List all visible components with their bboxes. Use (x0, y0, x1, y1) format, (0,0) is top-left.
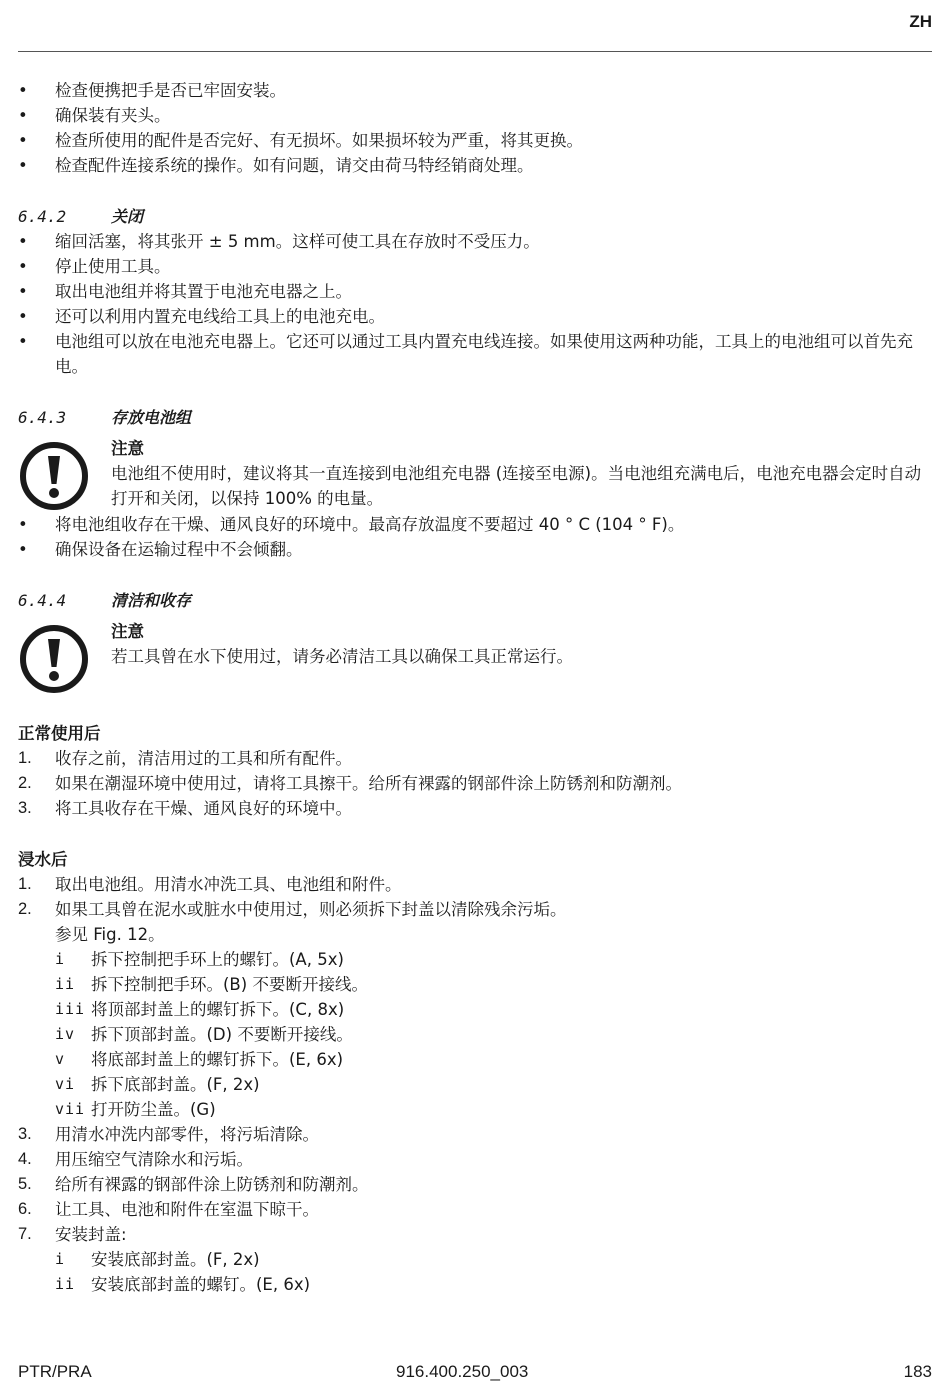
header-divider (18, 51, 932, 52)
list-item: • 电池组可以放在电池充电器上。它还可以通过工具内置充电线连接。如果使用这两种功能，工具上的电池组可以首先充电。 (18, 329, 930, 379)
notice-text: 电池组不使用时，建议将其一直连接到电池组充电器 (连接至电源)。当电池组充满电后，电池充电器会定时自动打开和关闭，以保持 100% 的电量。 (111, 464, 922, 508)
list-item: • 检查配件连接系统的操作。如有问题，请交由荷马特经销商处理。 (18, 153, 930, 178)
subheading-normal-use: 正常使用后 (18, 724, 101, 743)
section-number: 6.4.4 (18, 591, 67, 610)
sub-step: v 将底部封盖上的螺钉拆下。(E, 6x) (55, 1050, 344, 1069)
footer-doc-number: 916.400.250_003 (396, 1362, 529, 1381)
section-heading-6-4-3 (18, 405, 930, 430)
storage-bullet-list (18, 512, 930, 562)
language-code: ZH (909, 12, 932, 31)
figure-reference: 参见 Fig. 12。 (55, 925, 165, 944)
footer-product: PTR/PRA (18, 1362, 92, 1381)
section-title: 存放电池组 (111, 408, 192, 427)
normal-use-list (18, 746, 930, 821)
sub-step: i 拆下控制把手环上的螺钉。(A, 5x) (55, 950, 344, 969)
notice-title: 注意 (111, 439, 144, 458)
list-item: 1. 取出电池组。用清水冲洗工具、电池组和附件。 (18, 875, 402, 894)
notice-body (111, 619, 573, 695)
list-item: • 将电池组收存在干燥、通风良好的环境中。最高存放温度不要超过 40 ° C (104 ° F)。 (18, 512, 930, 537)
sub-step: vii 打开防尘盖。(G) (55, 1100, 216, 1119)
page-content (18, 78, 930, 1297)
sub-step: iii 将顶部封盖上的螺钉拆下。(C, 8x) (55, 1000, 345, 1019)
list-item: • 停止使用工具。 (18, 254, 930, 279)
list-item: • 还可以利用内置充电线给工具上的电池充电。 (18, 304, 930, 329)
list-item: 2. 如果在潮湿环境中使用过，请将工具擦干。给所有裸露的钢部件涂上防锈剂和防潮剂。 (18, 774, 682, 793)
list-item: 5. 给所有裸露的钢部件涂上防锈剂和防潮剂。 (18, 1175, 369, 1194)
page-number: 183 (903, 1362, 932, 1381)
list-item: 3. 用清水冲洗内部零件，将污垢清除。 (18, 1125, 319, 1144)
list-item: 7. 安装封盖: (18, 1225, 127, 1244)
section-title: 清洁和收存 (111, 591, 192, 610)
notice-text: 若工具曾在水下使用过，请务必清洁工具以确保工具正常运行。 (111, 647, 573, 666)
section-title: 关闭 (111, 207, 144, 226)
intro-bullet-list (18, 78, 930, 178)
sub-step: vi 拆下底部封盖。(F, 2x) (55, 1075, 260, 1094)
section-heading-6-4-4 (18, 588, 930, 613)
sub-step: i 安装底部封盖。(F, 2x) (55, 1250, 260, 1269)
list-item: • 缩回活塞，将其张开 ± 5 mm。这样可使工具在存放时不受压力。 (18, 229, 930, 254)
notice-title: 注意 (111, 622, 144, 641)
after-immersion-list (18, 872, 930, 922)
list-item: • 检查便携把手是否已牢固安装。 (18, 78, 930, 103)
section-number: 6.4.3 (18, 408, 67, 427)
list-item: • 确保设备在运输过程中不会倾翻。 (18, 537, 930, 562)
notice-box (18, 436, 930, 512)
list-item: 3. 将工具收存在干燥、通风良好的环境中。 (18, 799, 352, 818)
section-heading-6-4-2 (18, 204, 930, 229)
notice-box (18, 619, 930, 695)
list-item: 6. 让工具、电池和附件在室温下晾干。 (18, 1200, 319, 1219)
sub-step: iv 拆下顶部封盖。(D) 不要断开接线。 (55, 1025, 353, 1044)
list-item: • 检查所使用的配件是否完好、有无损坏。如果损坏较为严重，将其更换。 (18, 128, 930, 153)
sub-step: ii 安装底部封盖的螺钉。(E, 6x) (55, 1275, 311, 1294)
notice-body (111, 436, 930, 512)
subheading-after-immersion: 浸水后 (18, 850, 68, 869)
shutdown-bullet-list (18, 229, 930, 379)
list-item: • 取出电池组并将其置于电池充电器之上。 (18, 279, 930, 304)
sub-step: ii 拆下控制把手环。(B) 不要断开接线。 (55, 975, 368, 994)
exclamation-icon (18, 619, 111, 695)
list-item: 4. 用压缩空气清除水和污垢。 (18, 1150, 253, 1169)
list-item: 2. 如果工具曾在泥水或脏水中使用过，则必须拆下封盖以清除残余污垢。 (18, 900, 567, 919)
after-immersion-list-continued (18, 1122, 930, 1247)
list-item: • 确保装有夹头。 (18, 103, 930, 128)
section-number: 6.4.2 (18, 207, 67, 226)
list-item: 1. 收存之前，清洁用过的工具和所有配件。 (18, 749, 352, 768)
exclamation-icon (18, 436, 111, 512)
